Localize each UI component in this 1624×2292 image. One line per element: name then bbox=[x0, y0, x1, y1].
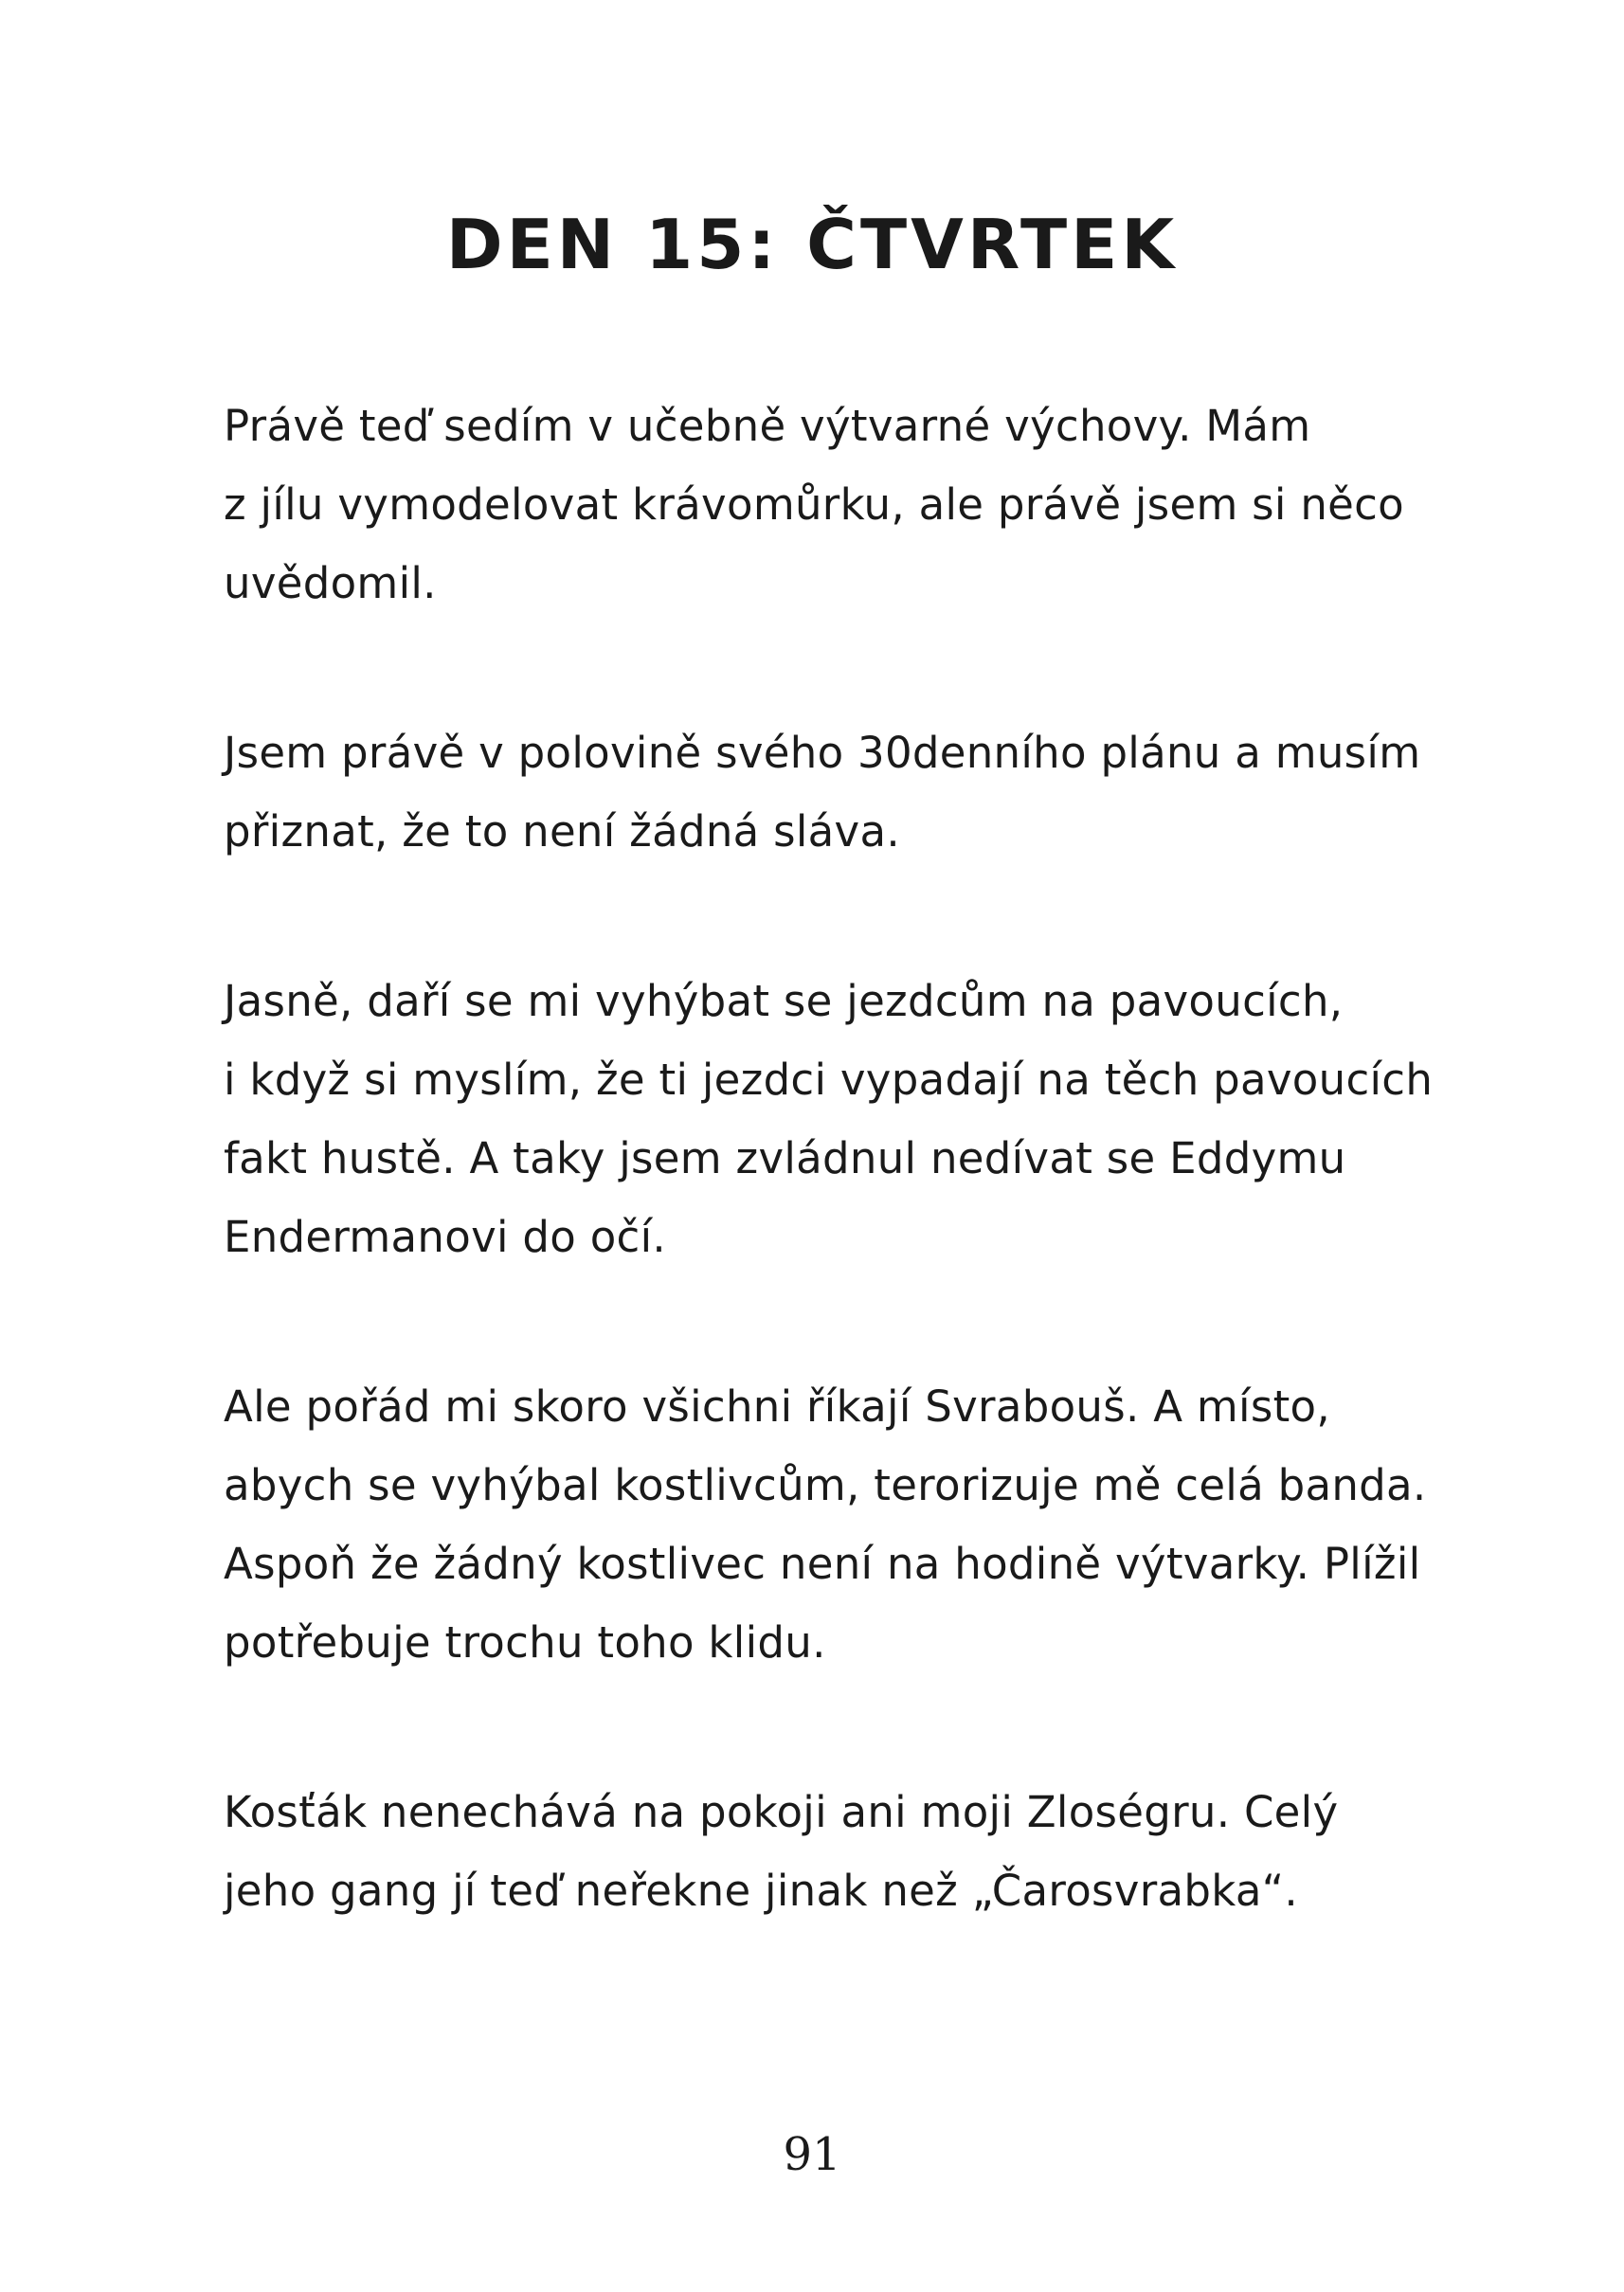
paragraph-4 bbox=[224, 1367, 1446, 1682]
text-line: z jílu vymodelovat krávomůrku, ale právě jsem si něco bbox=[224, 479, 1405, 530]
text-line: jeho gang jí teď neřekne jinak než „Čarosvrabka“. bbox=[224, 1866, 1298, 1916]
text-line: potřebuje trochu toho klidu. bbox=[224, 1617, 826, 1668]
paragraph-2 bbox=[224, 713, 1446, 871]
text-line: fakt hustě. A taky jsem zvládnul nedívat se Eddymu bbox=[224, 1133, 1346, 1183]
text-line: Endermanovi do očí. bbox=[224, 1212, 666, 1262]
text-line: Kosťák nenechává na pokoji ani moji Zloségru. Celý bbox=[224, 1787, 1339, 1837]
page-number: 91 bbox=[783, 2128, 841, 2181]
paragraph-3 bbox=[224, 962, 1446, 1276]
text-line: Právě teď sedím v učebně výtvarné výchovy. Mám bbox=[224, 401, 1311, 451]
body-text bbox=[224, 387, 1446, 2021]
paragraph-1 bbox=[224, 387, 1446, 623]
text-line: uvědomil. bbox=[224, 558, 437, 608]
chapter-title: DEN 15: ČTVRTEK bbox=[445, 205, 1179, 284]
text-line: přiznat, že to není žádná sláva. bbox=[224, 806, 900, 857]
text-line: i když si myslím, že ti jezdci vypadají na těch pavoucích bbox=[224, 1055, 1434, 1105]
text-line: Aspoň že žádný kostlivec není na hodině výtvarky. Plížil bbox=[224, 1539, 1421, 1589]
text-line: abych se vyhýbal kostlivcům, terorizuje mě celá banda. bbox=[224, 1460, 1427, 1510]
paragraph-5 bbox=[224, 1773, 1446, 1930]
text-line: Ale pořád mi skoro všichni říkají Svrabouš. A místo, bbox=[224, 1381, 1330, 1432]
text-line: Jsem právě v polovině svého 30denního plánu a musím bbox=[224, 728, 1421, 778]
text-line: Jasně, daří se mi vyhýbat se jezdcům na pavoucích, bbox=[224, 976, 1344, 1026]
